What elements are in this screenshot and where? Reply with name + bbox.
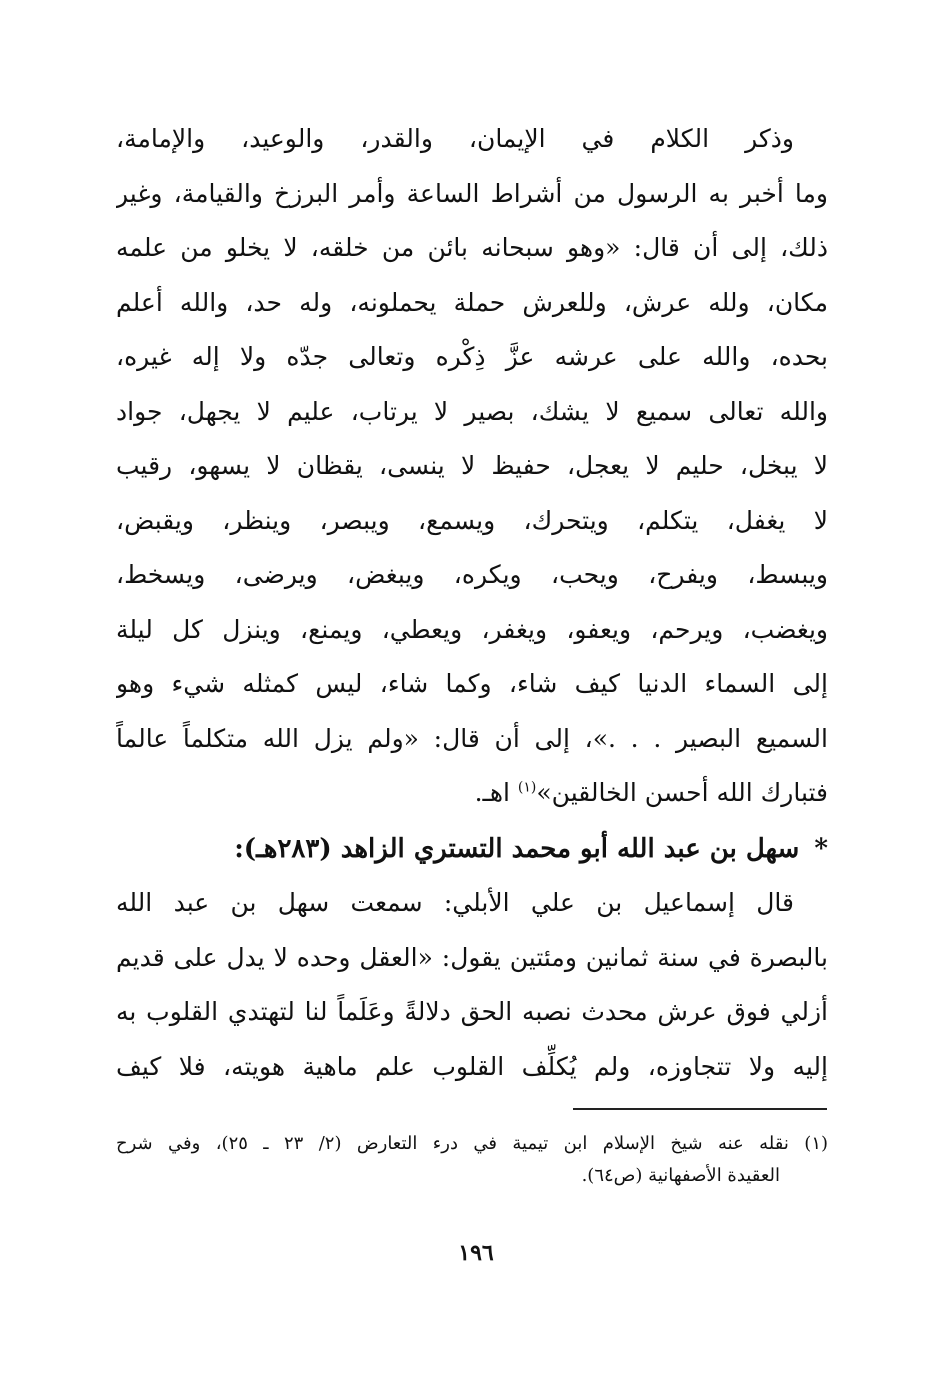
text-line: إليه ولا تتجاوزه، ولم يُكلِّف القلوب علم ماهية هويته، فلا كيف	[116, 1051, 828, 1081]
closing-quote-text: فتبارك الله أحسن الخالقين»	[536, 778, 828, 807]
text-line: إلى السماء الدنيا كيف شاء، وكما شاء، ليس كمثله شيء وهو	[116, 669, 828, 698]
text-line: ويغضب، ويرحم، ويعفو، ويغفر، ويعطي، ويمنع، وينزل كل ليلة	[116, 614, 828, 644]
text-line: وذكر الكلام في الإيمان، والقدر، والوعيد، والإمامة،	[116, 124, 794, 153]
text-line: ويبسط، ويفرح، ويحب، ويكره، ويبغض، ويرضى، ويسخط،	[116, 560, 828, 589]
text-line: ذلك، إلى أن قال: «وهو سبحانه بائن من خلقه، لا يخلو من علمه	[116, 233, 828, 262]
text-line: لا يبخل، حليم لا يعجل، حفيظ لا ينسى، يقظان لا يسهو، رقيب	[116, 451, 828, 480]
text-line: وما أخبر به الرسول من أشراط الساعة وأمر البرزخ والقيامة، وغير	[116, 178, 828, 208]
section-paragraph	[116, 876, 828, 1094]
section-heading	[116, 822, 828, 876]
footnote-divider	[573, 1108, 827, 1110]
footnote-marker[interactable]: (١)	[517, 779, 537, 796]
text-line-last	[116, 766, 828, 821]
footnote-line: العقيدة الأصفهانية (ص٦٤).	[581, 1165, 780, 1186]
text-line: والله تعالى سميع لا يشك، بصير لا يرتاب، عليم لا يجهل، جواد	[116, 396, 828, 426]
text-line: أزلي فوق عرش محدث نصبه الحق دلالةً وعَلَماً لنا لتهتدي القلوب به	[116, 997, 828, 1026]
section-heading-text: سهل بن عبد الله أبو محمد التستري الزاهد (٢٨٣هـ):	[234, 834, 800, 864]
footnote-line: (١) نقله عنه شيخ الإسلام ابن تيمية في درء التعارض (٢/ ٢٣ ـ ٢٥)، وفي شرح	[116, 1133, 829, 1154]
text-line: لا يغفل، يتكلم، ويتحرك، ويسمع، ويبصر، وينظر، ويقبض،	[116, 505, 828, 535]
text-line: قال إسماعيل بن علي الأبلي: سمعت سهل بن عبد الله	[116, 888, 794, 917]
text-line: بالبصرة في سنة ثمانين ومئتين يقول: «العقل وحده لا يدل على قديم	[116, 942, 828, 972]
footnotes	[116, 1128, 828, 1192]
main-paragraph	[116, 112, 828, 821]
star-bullet: *	[814, 834, 828, 864]
page-number: ١٩٦	[458, 1240, 494, 1266]
closing-abbrev: اهـ.	[474, 778, 518, 807]
text-line: السميع البصير . . .»، إلى أن قال: «ولم يزل الله متكلماً عالماً	[116, 723, 828, 753]
text-line: بحده، والله على عرشه عزَّ ذِكْره وتعالى جدّه ولا إله غيره،	[116, 342, 828, 371]
text-line: مكان، ولله عرش، وللعرش حملة يحملونه، وله حد، والله أعلم	[116, 287, 828, 317]
